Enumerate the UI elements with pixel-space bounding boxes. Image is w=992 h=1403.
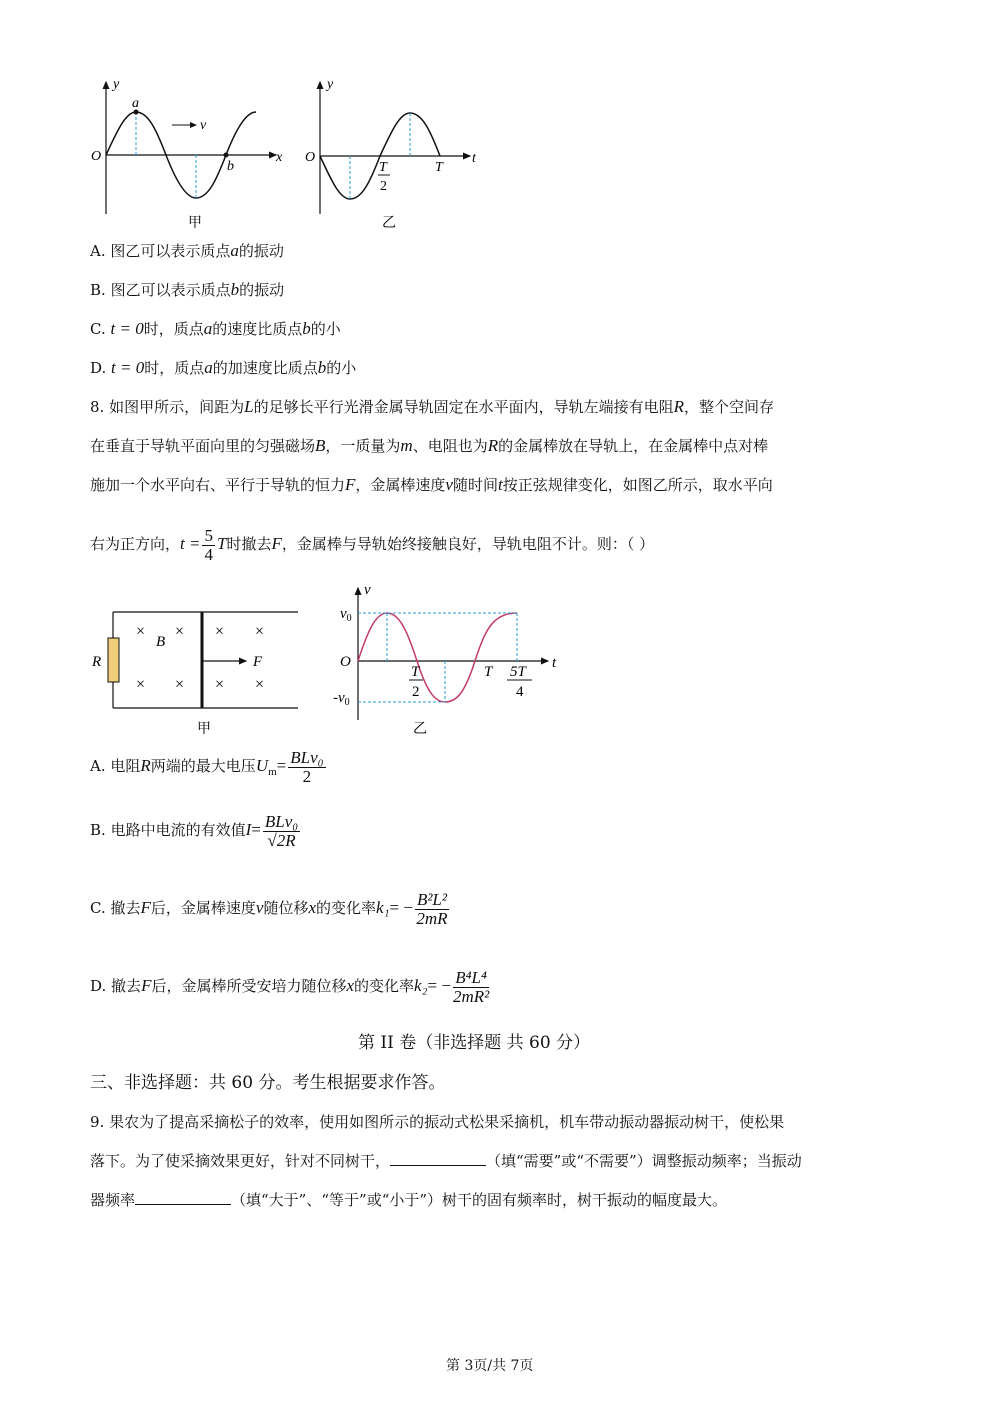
answer-blank-1[interactable]: [390, 1151, 486, 1166]
q7-option-a[interactable]: A. 图乙可以表示质点a的振动: [90, 241, 284, 260]
q8-option-d[interactable]: D. 撤去F后，金属棒所受安培力随位移x的变化率k₂= − $\frac{\text{B⁴L⁴}}{\text{2mR²}}$: [90, 967, 490, 1006]
field-cross: ×: [255, 623, 265, 640]
circuit-jia: [91, 612, 298, 737]
figure-wave-graphs: [86, 74, 496, 234]
q7-option-c[interactable]: C. t = 0时，质点a的速度比质点b的小: [90, 319, 341, 338]
q9-line2: 落下。为了使采摘效果更好，针对不同树干， （填“需要”或“不需要”）调整振动频率；当振动: [90, 1152, 802, 1170]
q9-line1: 9. 果农为了提高采摘松子的效率，使用如图所示的振动式松果采摘机，机车带动振动器振动树干，使松果: [90, 1113, 785, 1131]
tick-54-num: 5T: [510, 664, 526, 680]
q8-stem-line4: 右为正方向，t = $\frac{5}{4}$ T时撤去F，金属棒与导轨始终接触良好，导轨电阻不计。则：（ ）: [90, 525, 655, 564]
caption-yi: 乙: [413, 722, 427, 737]
point-a-label: a: [132, 96, 139, 111]
field-cross: ×: [215, 676, 225, 693]
section-title: 第 II 卷（非选择题 共 60 分）: [358, 1033, 591, 1053]
field-label: B: [156, 634, 166, 650]
field-cross: ×: [136, 623, 146, 640]
answer-blank-2[interactable]: [135, 1190, 231, 1205]
origin-label: O: [340, 654, 351, 670]
graph-jia: [91, 77, 283, 231]
v0-label: $v_0$: [340, 606, 352, 624]
page-number: 第 3页/共 7页: [446, 1358, 534, 1374]
field-cross: ×: [215, 623, 225, 640]
velocity-label: v: [200, 118, 207, 133]
q7-option-b[interactable]: B. 图乙可以表示质点b的振动: [90, 280, 285, 299]
tick-half-den: 2: [412, 684, 420, 700]
axis-t-label: t: [472, 151, 476, 166]
field-cross: ×: [175, 676, 185, 693]
q8-stem-line2: 在垂直于导轨平面向里的匀强磁场B，一质量为m、电阻也为R的金属棒放在导轨上，在金属棒中点对棒: [90, 436, 769, 455]
q8-stem-line1: 8. 如图甲所示，间距为L的足够长平行光滑金属导轨固定在水平面内，导轨左端接有电阻R，整个空间存: [90, 397, 774, 416]
field-cross: ×: [175, 623, 185, 640]
axis-x-label: x: [276, 150, 283, 165]
q9-line3: 器频率 （填“大于”、“等于”或“小于”）树干的固有频率时，树干振动的幅度最大。: [90, 1191, 728, 1209]
tick-half-den: 2: [380, 179, 387, 194]
axis-t-label: t: [552, 655, 557, 671]
section-heading: 三、非选择题：共 60 分。考生根据要求作答。: [90, 1073, 446, 1093]
origin-label: O: [91, 149, 102, 164]
q8-option-c[interactable]: C. 撤去F后，金属棒速度v随位移x的变化率k₁= − $\frac{\text{B²L²}}{2mR}$: [90, 889, 448, 928]
origin-label: O: [305, 150, 316, 165]
field-cross: ×: [255, 676, 265, 693]
graph-yi: [305, 77, 477, 231]
resistor: [108, 638, 119, 682]
axis-y-label: y: [327, 77, 334, 92]
velocity-graph-yi: [333, 582, 557, 737]
figure-circuit-and-velocity: [86, 580, 566, 740]
tick-full: T: [435, 160, 443, 175]
axis-v-label: v: [364, 582, 371, 598]
tick-54-den: 4: [516, 684, 524, 700]
neg-v0-label: $-v_0$: [333, 690, 350, 708]
axis-y-label: y: [113, 77, 120, 92]
force-label: F: [253, 654, 263, 670]
q8-option-a[interactable]: A. 电阻R两端的最大电压$U_m=$ $\frac{\text{BLv₀}}{2}$: [90, 747, 324, 786]
point-b-label: b: [227, 159, 234, 174]
tick-full: T: [484, 664, 493, 680]
caption-jia: 甲: [197, 722, 211, 737]
tick-half-num: T: [379, 160, 387, 175]
field-cross: ×: [136, 676, 146, 693]
q7-option-d[interactable]: D. t = 0时，质点a的加速度比质点b的小: [90, 358, 357, 377]
resistor-label: R: [92, 654, 102, 670]
caption-yi: 乙: [382, 216, 396, 231]
q8-stem-line3: 施加一个水平向右、平行于导轨的恒力F，金属棒速度v随时间t按正弦规律变化，如图乙所示，取水平向: [90, 475, 773, 494]
caption-jia: 甲: [188, 216, 202, 231]
tick-half-num: T: [411, 664, 420, 680]
q8-option-b[interactable]: B. 电路中电流的有效值I= $\frac{\text{BLv₀}}{√2R}$: [90, 811, 299, 850]
